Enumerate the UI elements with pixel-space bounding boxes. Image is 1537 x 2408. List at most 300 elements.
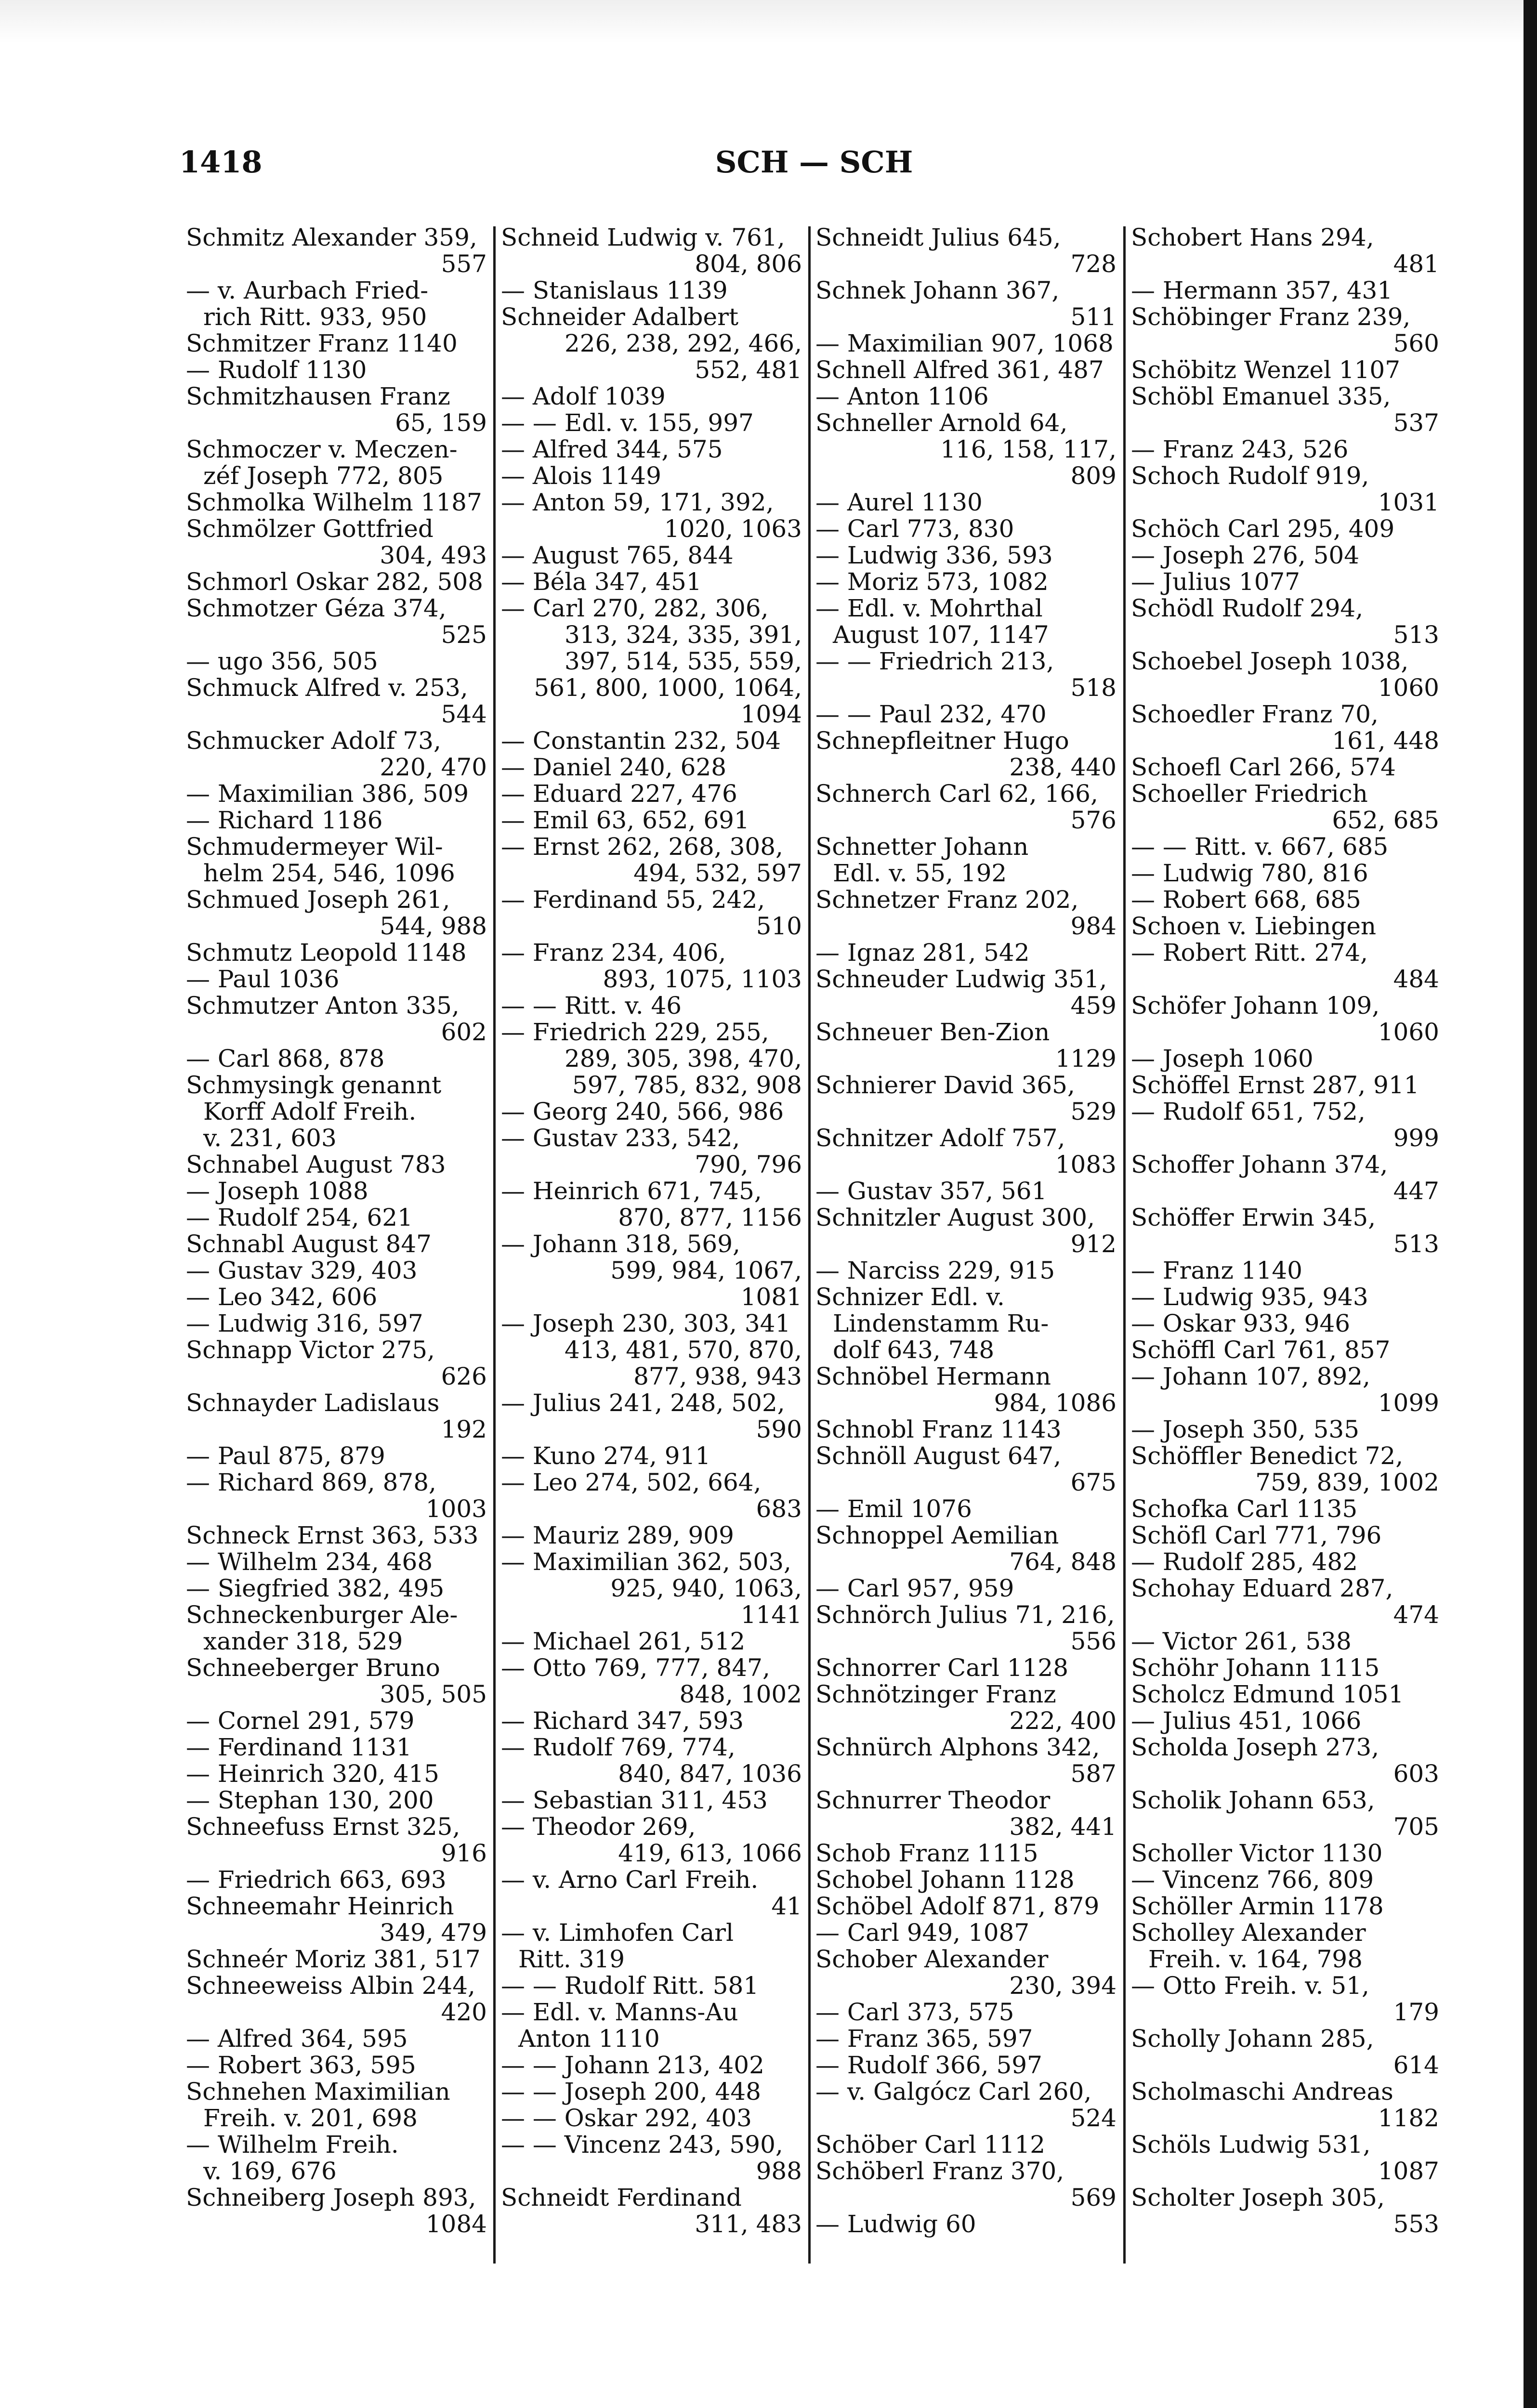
index-line: — Rudolf 1130 (186, 357, 367, 383)
index-line: Schneck Ernst 363, 533 (186, 1522, 479, 1549)
index-line: — Theodor 269, (501, 1814, 696, 1840)
index-line: 116, 158, 117, (940, 436, 1117, 463)
index-line: Schneeweiss Albin 244, (186, 1973, 475, 1999)
index-line: 597, 785, 832, 908 (572, 1072, 802, 1099)
index-line: — Julius 1077 (1131, 569, 1301, 595)
index-line: — Maximilian 386, 509 (186, 781, 469, 807)
index-line: Schnetter Johann (815, 834, 1029, 860)
index-line: Schneér Moriz 381, 517 (186, 1946, 481, 1973)
index-line: — — Oskar 292, 403 (501, 2105, 752, 2132)
index-line: 984 (1070, 913, 1117, 940)
index-line: 544, 988 (380, 913, 487, 940)
index-line: Anton 1110 (518, 2026, 660, 2052)
index-line: — Rudolf 254, 621 (186, 1204, 413, 1231)
index-line: — Julius 241, 248, 502, (501, 1390, 785, 1416)
index-line: Schnörch Julius 71, 216, (815, 1602, 1115, 1628)
index-line: Schoen v. Liebingen (1131, 913, 1377, 940)
index-line: v. 169, 676 (203, 2158, 337, 2185)
index-line: — Carl 957, 959 (815, 1575, 1014, 1602)
index-line: Schneemahr Heinrich (186, 1893, 454, 1920)
index-line: — Alfred 344, 575 (501, 436, 723, 463)
index-line: — Franz 234, 406, (501, 940, 726, 966)
index-line: Schnell Alfred 361, 487 (815, 357, 1104, 383)
index-column-2 (501, 224, 802, 2266)
index-line: Schneidt Ferdinand (501, 2185, 742, 2211)
index-line: Schoefl Carl 266, 574 (1131, 754, 1396, 781)
index-column-3 (815, 224, 1117, 2266)
index-line: 529 (1070, 1099, 1117, 1125)
index-line: 65, 159 (395, 410, 487, 436)
index-line: — Vincenz 766, 809 (1131, 1867, 1374, 1893)
index-line: 474 (1393, 1602, 1439, 1628)
index-line: v. 231, 603 (203, 1125, 337, 1152)
index-line: Schmoczer v. Meczen- (186, 436, 458, 463)
index-line: Schnepfleitner Hugo (815, 728, 1069, 754)
index-line: 1141 (740, 1602, 802, 1628)
index-line: — — Ritt. v. 667, 685 (1131, 834, 1389, 860)
index-line: — — Friedrich 213, (815, 648, 1054, 675)
index-line: Schöffl Carl 761, 857 (1131, 1337, 1391, 1363)
index-line: — Joseph 1060 (1131, 1046, 1314, 1072)
index-line: — Friedrich 663, 693 (186, 1867, 447, 1893)
index-line: Freih. v. 164, 798 (1148, 1946, 1363, 1973)
index-line: 41 (771, 1893, 802, 1920)
index-line: 916 (441, 1840, 487, 1867)
scan-edge-right (1524, 0, 1537, 2408)
index-line: 1099 (1378, 1390, 1439, 1416)
index-line: Schöfer Johann 109, (1131, 993, 1380, 1019)
index-line: — — Johann 213, 402 (501, 2052, 764, 2079)
index-line: rich Ritt. 933, 950 (203, 304, 427, 330)
page-number: 1418 (179, 144, 263, 180)
index-line: — Robert 363, 595 (186, 2052, 416, 2079)
index-line: — Carl 949, 1087 (815, 1920, 1030, 1946)
index-line: — Franz 1140 (1131, 1257, 1302, 1284)
index-line: — Julius 451, 1066 (1131, 1708, 1362, 1734)
index-line: 877, 938, 943 (633, 1363, 802, 1390)
index-line: zéf Joseph 772, 805 (203, 463, 444, 489)
index-line: 759, 839, 1002 (1255, 1469, 1439, 1496)
column-rule (808, 226, 811, 2264)
index-line: Lindenstamm Ru- (833, 1310, 1049, 1337)
index-line: 560 (1393, 330, 1439, 357)
index-line: Scholik Johann 653, (1131, 1787, 1375, 1814)
index-line: Schohay Eduard 287, (1131, 1575, 1393, 1602)
index-line: 840, 847, 1036 (618, 1761, 802, 1787)
index-line: Schöbel Adolf 871, 879 (815, 1893, 1100, 1920)
index-line: Schöbitz Wenzel 1107 (1131, 357, 1401, 383)
index-line: — Franz 243, 526 (1131, 436, 1349, 463)
index-line: — v. Aurbach Fried- (186, 277, 429, 304)
index-line: Schmitzhausen Franz (186, 383, 450, 410)
index-line: Schoebel Joseph 1038, (1131, 648, 1409, 675)
index-line: Schöfl Carl 771, 796 (1131, 1522, 1382, 1549)
index-line: Schober Alexander (815, 1946, 1049, 1973)
index-line: Schobert Hans 294, (1131, 224, 1374, 251)
index-line: 590 (756, 1416, 802, 1443)
index-line: Schoffer Johann 374, (1131, 1152, 1388, 1178)
index-line: Schneller Arnold 64, (815, 410, 1068, 436)
index-line: 1087 (1378, 2158, 1439, 2185)
index-line: 553 (1393, 2211, 1439, 2238)
index-line: 311, 483 (695, 2211, 802, 2238)
index-line: Schneefuss Ernst 325, (186, 1814, 460, 1840)
index-line: 518 (1070, 675, 1117, 701)
index-line: Schmitzer Franz 1140 (186, 330, 458, 357)
index-line: — ugo 356, 505 (186, 648, 378, 675)
index-line: 305, 505 (380, 1681, 487, 1708)
index-line: — Ludwig 935, 943 (1131, 1284, 1368, 1310)
index-line: 420 (441, 1999, 487, 2026)
index-line: — Siegfried 382, 495 (186, 1575, 445, 1602)
index-line: — Moriz 573, 1082 (815, 569, 1049, 595)
index-line: — Anton 59, 171, 392, (501, 489, 774, 516)
index-line: — Ludwig 316, 597 (186, 1310, 423, 1337)
index-line: Schneidt Julius 645, (815, 224, 1061, 251)
index-line: Schmued Joseph 261, (186, 887, 450, 913)
index-line: — Ferdinand 1131 (186, 1734, 412, 1761)
index-line: Schödl Rudolf 294, (1131, 595, 1364, 622)
index-line: 1081 (740, 1284, 802, 1310)
index-line: — Gustav 329, 403 (186, 1257, 418, 1284)
index-line: Schneeberger Bruno (186, 1655, 440, 1681)
index-line: 349, 479 (380, 1920, 487, 1946)
index-line: 447 (1393, 1178, 1439, 1204)
index-line: — Robert 668, 685 (1131, 887, 1361, 913)
index-line: 1060 (1378, 1019, 1439, 1046)
index-line: Schneider Adalbert (501, 304, 739, 330)
index-line: 161, 448 (1332, 728, 1439, 754)
index-line: Schnabel August 783 (186, 1152, 446, 1178)
index-line: 1083 (1055, 1152, 1117, 1178)
index-line: Schnek Johann 367, (815, 277, 1060, 304)
index-line: 511 (1070, 304, 1117, 330)
index-line: Schneuder Ludwig 351, (815, 966, 1107, 993)
index-line: — Hermann 357, 431 (1131, 277, 1393, 304)
index-line: 459 (1070, 993, 1117, 1019)
index-line: — Emil 1076 (815, 1496, 972, 1522)
index-line: 552, 481 (695, 357, 802, 383)
index-line: 544 (441, 701, 487, 728)
index-line: — Stanislaus 1139 (501, 277, 728, 304)
index-line: — Ferdinand 55, 242, (501, 887, 765, 913)
index-line: Schneid Ludwig v. 761, (501, 224, 785, 251)
column-rule (493, 226, 496, 2264)
index-line: Schofka Carl 1135 (1131, 1496, 1358, 1522)
index-line: Schnierer David 365, (815, 1072, 1075, 1099)
index-line: — Carl 868, 878 (186, 1046, 385, 1072)
index-line: 984, 1086 (994, 1390, 1117, 1416)
index-line: 481 (1393, 251, 1439, 277)
index-line: 602 (441, 1019, 487, 1046)
index-line: Schmutz Leopold 1148 (186, 940, 467, 966)
index-line: — Richard 1186 (186, 807, 383, 834)
index-line: — Johann 318, 569, (501, 1231, 740, 1257)
index-line: Schöffer Erwin 345, (1131, 1204, 1376, 1231)
index-line: 222, 400 (1009, 1708, 1117, 1734)
index-line: Schneiberg Joseph 893, (186, 2185, 476, 2211)
index-line: — Kuno 274, 911 (501, 1443, 711, 1469)
index-line: August 107, 1147 (833, 622, 1049, 648)
index-line: Schnabl August 847 (186, 1231, 432, 1257)
index-line: 809 (1070, 463, 1117, 489)
index-line: — Stephan 130, 200 (186, 1787, 434, 1814)
index-line: 652, 685 (1332, 807, 1439, 834)
index-line: 626 (441, 1363, 487, 1390)
index-line: — Béla 347, 451 (501, 569, 702, 595)
index-line: 1031 (1378, 489, 1439, 516)
index-line: 587 (1070, 1761, 1117, 1787)
index-line: — Adolf 1039 (501, 383, 666, 410)
index-line: Schöller Armin 1178 (1131, 1893, 1384, 1920)
index-line: Schöhr Johann 1115 (1131, 1655, 1380, 1681)
index-line: 525 (441, 622, 487, 648)
index-line: Schoeller Friedrich (1131, 781, 1368, 807)
index-line: Schöffel Ernst 287, 911 (1131, 1072, 1419, 1099)
index-line: — Leo 274, 502, 664, (501, 1469, 762, 1496)
index-line: 870, 877, 1156 (618, 1204, 802, 1231)
index-line: Schnobl Franz 1143 (815, 1416, 1062, 1443)
index-line: — Otto 769, 777, 847, (501, 1655, 770, 1681)
index-line: — Rudolf 285, 482 (1131, 1549, 1358, 1575)
index-line: — Rudolf 366, 597 (815, 2052, 1042, 2079)
index-line: Schöbinger Franz 239, (1131, 304, 1411, 330)
index-line: — Narciss 229, 915 (815, 1257, 1055, 1284)
index-line: Schnehen Maximilian (186, 2079, 450, 2105)
index-line: Schnürch Alphons 342, (815, 1734, 1100, 1761)
index-line: — v. Galgócz Carl 260, (815, 2079, 1092, 2105)
index-line: Schnetzer Franz 202, (815, 887, 1079, 913)
index-line: — Wilhelm Freih. (186, 2132, 399, 2158)
index-line: Schöch Carl 295, 409 (1131, 516, 1395, 542)
index-line: 683 (756, 1496, 802, 1522)
index-line: — Victor 261, 538 (1131, 1628, 1352, 1655)
index-line: Schmotzer Géza 374, (186, 595, 447, 622)
index-line: 413, 481, 570, 870, (565, 1337, 802, 1363)
index-line: — Emil 63, 652, 691 (501, 807, 749, 834)
index-line: — Joseph 350, 535 (1131, 1416, 1360, 1443)
index-line: Scholler Victor 1130 (1131, 1840, 1383, 1867)
index-line: 1020, 1063 (664, 516, 802, 542)
index-line: Schmucker Adolf 73, (186, 728, 441, 754)
index-line: 804, 806 (695, 251, 802, 277)
index-line: 289, 305, 398, 470, (565, 1046, 802, 1072)
index-line: Schmutzer Anton 335, (186, 993, 460, 1019)
index-line: Schobel Johann 1128 (815, 1867, 1075, 1893)
index-line: — Ernst 262, 268, 308, (501, 834, 783, 860)
index-line: Edl. v. 55, 192 (833, 860, 1007, 887)
index-line: — — Joseph 200, 448 (501, 2079, 761, 2105)
index-line: 304, 493 (380, 542, 487, 569)
index-line: 603 (1393, 1761, 1439, 1787)
index-line: Schmudermeyer Wil- (186, 834, 443, 860)
index-line: Schnoppel Aemilian (815, 1522, 1059, 1549)
index-line: 230, 394 (1009, 1973, 1117, 1999)
index-line: 705 (1393, 1814, 1439, 1840)
index-line: — Daniel 240, 628 (501, 754, 727, 781)
index-line: — Gustav 233, 542, (501, 1125, 740, 1152)
index-line: — Friedrich 229, 255, (501, 1019, 769, 1046)
index-line: Scholley Alexander (1131, 1920, 1366, 1946)
index-line: — Ignaz 281, 542 (815, 940, 1030, 966)
index-column-1 (186, 224, 487, 2266)
index-line: — — Paul 232, 470 (815, 701, 1047, 728)
index-line: Scholcz Edmund 1051 (1131, 1681, 1404, 1708)
index-line: 513 (1393, 622, 1439, 648)
index-line: 561, 800, 1000, 1064, (534, 675, 802, 701)
index-line: 790, 796 (695, 1152, 802, 1178)
index-line: 728 (1070, 251, 1117, 277)
index-line: — Paul 875, 879 (186, 1443, 385, 1469)
index-line: — Cornel 291, 579 (186, 1708, 415, 1734)
index-line: — v. Limhofen Carl (501, 1920, 734, 1946)
index-line: Schob Franz 1115 (815, 1840, 1038, 1867)
index-line: — Wilhelm 234, 468 (186, 1549, 433, 1575)
index-line: Schoch Rudolf 919, (1131, 463, 1369, 489)
index-line: 226, 238, 292, 466, (565, 330, 802, 357)
index-line: 1060 (1378, 675, 1439, 701)
index-line: — Leo 342, 606 (186, 1284, 378, 1310)
index-line: 524 (1070, 2105, 1117, 2132)
index-line: Schmysingk genannt (186, 1072, 442, 1099)
index-line: — Carl 373, 575 (815, 1999, 1014, 2026)
index-line: 557 (441, 251, 487, 277)
index-line: 238, 440 (1009, 754, 1117, 781)
index-line: Schöberl Franz 370, (815, 2158, 1064, 2185)
index-line: 569 (1070, 2185, 1117, 2211)
index-line: Schnerch Carl 62, 166, (815, 781, 1098, 807)
index-line: — Otto Freih. v. 51, (1131, 1973, 1369, 1999)
index-line: 848, 1002 (679, 1681, 802, 1708)
index-line: Schnitzler August 300, (815, 1204, 1095, 1231)
index-line: — Johann 107, 892, (1131, 1363, 1370, 1390)
index-line: — Gustav 357, 561 (815, 1178, 1047, 1204)
index-line: 220, 470 (380, 754, 487, 781)
index-line: Schnapp Victor 275, (186, 1337, 435, 1363)
index-line: — Rudolf 769, 774, (501, 1734, 736, 1761)
index-line: — — Vincenz 243, 590, (501, 2132, 783, 2158)
index-line: — Anton 1106 (815, 383, 989, 410)
index-line: xander 318, 529 (203, 1628, 403, 1655)
index-line: — Georg 240, 566, 986 (501, 1099, 784, 1125)
index-line: — Ludwig 60 (815, 2211, 976, 2238)
index-line: Schöls Ludwig 531, (1131, 2132, 1371, 2158)
index-line: 513 (1393, 1231, 1439, 1257)
index-line: Schneuer Ben-Zion (815, 1019, 1050, 1046)
index-line: — Robert Ritt. 274, (1131, 940, 1368, 966)
index-line: 999 (1393, 1125, 1439, 1152)
index-line: — Eduard 227, 476 (501, 781, 737, 807)
index-line: 1094 (740, 701, 802, 728)
index-line: 397, 514, 535, 559, (565, 648, 802, 675)
index-line: 382, 441 (1009, 1814, 1117, 1840)
index-line: 484 (1393, 966, 1439, 993)
index-line: — Franz 365, 597 (815, 2026, 1033, 2052)
index-line: — Ludwig 336, 593 (815, 542, 1053, 569)
index-line: 313, 324, 335, 391, (565, 622, 802, 648)
index-line: — Richard 347, 593 (501, 1708, 744, 1734)
index-line: Ritt. 319 (518, 1946, 625, 1973)
index-line: 893, 1075, 1103 (603, 966, 802, 993)
index-line: — v. Arno Carl Freih. (501, 1867, 759, 1893)
index-line: 179 (1393, 1999, 1439, 2026)
index-line: — August 765, 844 (501, 542, 734, 569)
index-line: Schmorl Oskar 282, 508 (186, 569, 483, 595)
index-line: — — Ritt. v. 46 (501, 993, 682, 1019)
index-line: Freih. v. 201, 698 (203, 2105, 418, 2132)
index-line: 925, 940, 1063, (610, 1575, 802, 1602)
index-line: 1003 (425, 1496, 487, 1522)
index-line: dolf 643, 748 (833, 1337, 995, 1363)
index-line: 912 (1070, 1231, 1117, 1257)
index-line: 192 (441, 1416, 487, 1443)
index-column-4 (1131, 224, 1439, 2266)
index-line: — Oskar 933, 946 (1131, 1310, 1351, 1337)
index-line: Schnöbel Hermann (815, 1363, 1051, 1390)
index-line: — Aurel 1130 (815, 489, 983, 516)
column-rule (1123, 226, 1126, 2264)
index-line: 1129 (1055, 1046, 1117, 1072)
index-line: — Heinrich 320, 415 (186, 1761, 439, 1787)
running-header: SCH — SCH (715, 144, 913, 180)
index-line: Schoedler Franz 70, (1131, 701, 1379, 728)
index-line: Scholda Joseph 273, (1131, 1734, 1379, 1761)
index-line: — Paul 1036 (186, 966, 340, 993)
index-line: Schnitzer Adolf 757, (815, 1125, 1065, 1152)
index-line: — Sebastian 311, 453 (501, 1787, 768, 1814)
index-line: Schöbl Emanuel 335, (1131, 383, 1391, 410)
index-line: — Maximilian 907, 1068 (815, 330, 1114, 357)
index-line: — Carl 270, 282, 306, (501, 595, 769, 622)
index-line: — Carl 773, 830 (815, 516, 1014, 542)
index-line: Korff Adolf Freih. (203, 1099, 417, 1125)
index-line: Schmölzer Gottfried (186, 516, 434, 542)
index-line: 537 (1393, 410, 1439, 436)
index-line: Schneckenburger Ale- (186, 1602, 458, 1628)
index-line: 510 (756, 913, 802, 940)
index-line: Schöffler Benedict 72, (1131, 1443, 1404, 1469)
index-line: 988 (756, 2158, 802, 2185)
index-line: 675 (1070, 1469, 1117, 1496)
index-line: Scholmaschi Andreas (1131, 2079, 1393, 2105)
index-line: — — Rudolf Ritt. 581 (501, 1973, 759, 1999)
index-line: 419, 613, 1066 (618, 1840, 802, 1867)
index-line: 556 (1070, 1628, 1117, 1655)
index-line: — Edl. v. Mohrthal (815, 595, 1043, 622)
index-line: — Joseph 230, 303, 341 (501, 1310, 791, 1337)
index-line: Schmuck Alfred v. 253, (186, 675, 468, 701)
index-line: 614 (1393, 2052, 1439, 2079)
index-line: Schmitz Alexander 359, (186, 224, 477, 251)
index-line: — Michael 261, 512 (501, 1628, 746, 1655)
index-line: — — Edl. v. 155, 997 (501, 410, 754, 436)
index-line: — Mauriz 289, 909 (501, 1522, 734, 1549)
index-line: 599, 984, 1067, (610, 1257, 802, 1284)
index-line: Schnorrer Carl 1128 (815, 1655, 1069, 1681)
index-line: 576 (1070, 807, 1117, 834)
index-line: Schmolka Wilhelm 1187 (186, 489, 482, 516)
index-line: — Edl. v. Manns-Au (501, 1999, 738, 2026)
index-line: Scholter Joseph 305, (1131, 2185, 1385, 2211)
index-line: — Constantin 232, 504 (501, 728, 781, 754)
index-line: 764, 848 (1009, 1549, 1117, 1575)
index-line: — Heinrich 671, 745, (501, 1178, 762, 1204)
index-line: — Joseph 1088 (186, 1178, 368, 1204)
index-line: — Rudolf 651, 752, (1131, 1099, 1366, 1125)
index-line: Schnöll August 647, (815, 1443, 1062, 1469)
index-line: — Richard 869, 878, (186, 1469, 436, 1496)
index-line: — Maximilian 362, 503, (501, 1549, 791, 1575)
